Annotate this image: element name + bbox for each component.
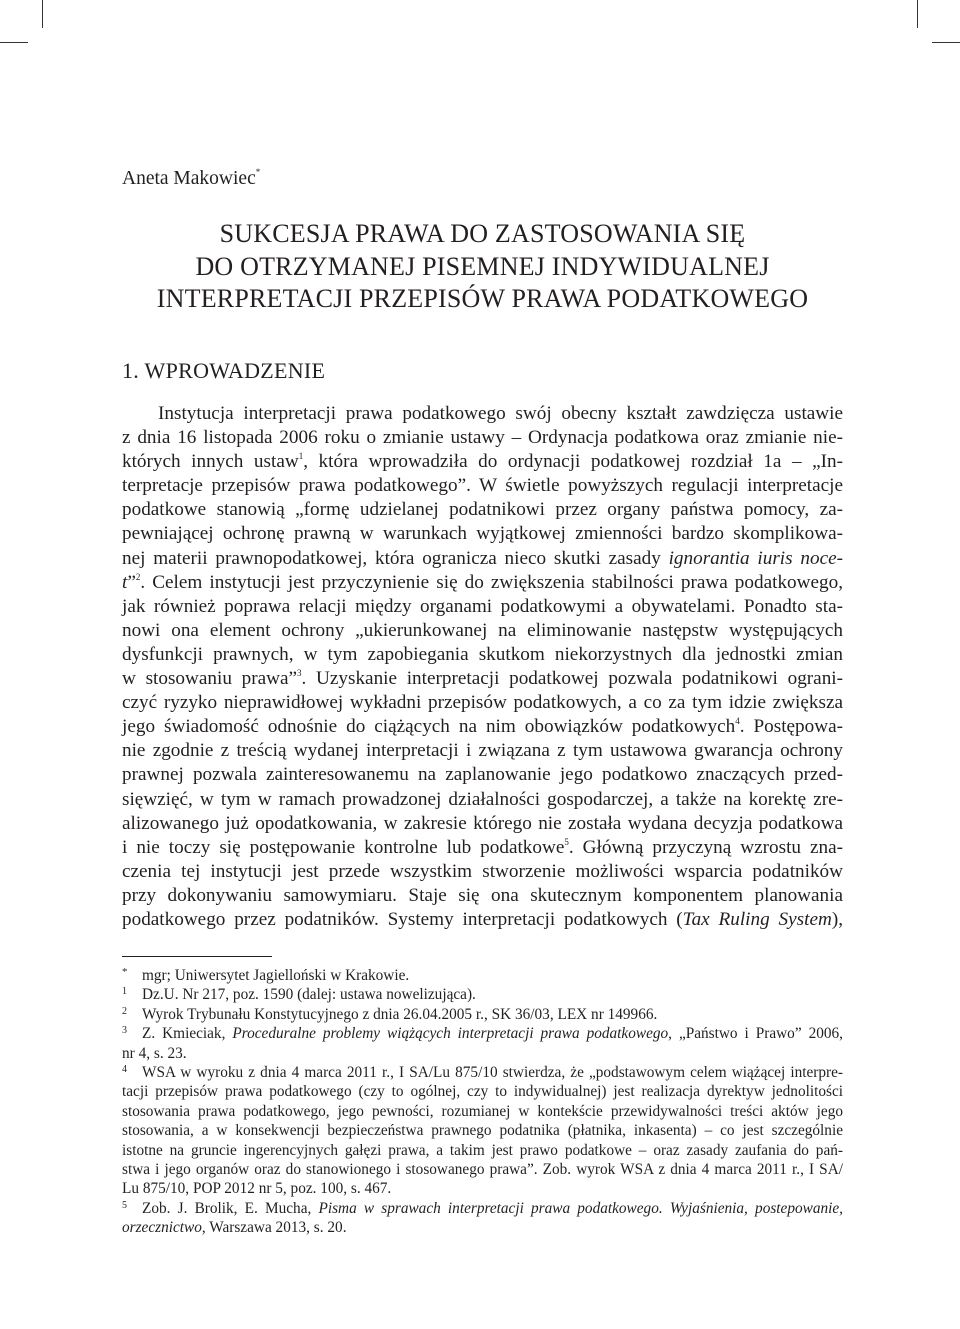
author-name: Aneta Makowiec — [122, 168, 256, 189]
author-line — [122, 167, 260, 190]
footnotes — [122, 966, 843, 1237]
body-line: pewniającej ochronę prawną w warunkach wyjątkowej zmienności bardzo skomplikowa- — [122, 523, 843, 545]
body-line: alizowanego już opodatkowania, w zakresie którego nie została wydana decyzja podatkowa — [122, 812, 843, 834]
footnote-5: 5 Zob. J. Brolik, E. Mucha, Pisma w sprawach interpretacji prawa podatkowego. Wyjaśnienia, postepowanie, — [122, 1199, 843, 1217]
footnote-3-continued: nr 4, s. 23. — [122, 1044, 187, 1062]
footnote-separator — [122, 956, 272, 957]
body-line: podatkowego przez podatników. Systemy interpretacji podatkowych (Tax Ruling System), — [122, 908, 844, 930]
footnote-4: 4 WSA w wyroku z dnia 4 marca 2011 r., I SA/Lu 875/10 stwierdza, że „podstawowym celem wiążącej interpre- — [122, 1063, 843, 1081]
body-line: jego świadomość odnośnie do ciążących na nim obowiązków podatkowych$^4$. Postępowa- — [122, 716, 843, 738]
crop-mark-top-left-vertical — [42, 0, 43, 28]
body-line: sięwzięć, w tym w ramach prowadzonej działalności gospodarczej, a także na korektę zre- — [122, 788, 843, 810]
crop-mark-top-right-vertical — [917, 0, 918, 28]
footnote-1: 1 Dz.U. Nr 217, poz. 1590 (dalej: ustawa nowelizująca). — [122, 986, 476, 1004]
footnote-author: * mgr; Uniwersytet Jagielloński w Krakowie. — [122, 966, 410, 984]
title-line: INTERPRETACJI PRZEPISÓW PRAWA PODATKOWEGO — [156, 284, 809, 313]
footnote-4-line: stwa i jego organów oraz do stanowionego i stosowanego prawa”. Zob. wyrok WSA z dnia 4 marca 2011 r., I SA/ — [122, 1160, 843, 1178]
footnote-ref[interactable]: 5 — [564, 836, 569, 847]
body-line: i nie toczy się postępowanie kontrolne lub podatkowe$^5$. Główną przyczyną wzrostu zna- — [122, 836, 844, 858]
footnote-ref[interactable]: 3 — [297, 668, 302, 679]
title-line: SUKCESJA PRAWA DO ZASTOSOWANIA SIĘ — [219, 219, 746, 248]
body-line: nie zgodnie z treścią wydanej interpretacji i związana z tym ustawowa gwarancja ochrony — [122, 740, 843, 762]
body-line: z dnia 16 listopada 2006 roku o zmianie ustawy – Ordynacja podatkowa oraz zmianie nie- — [122, 427, 843, 449]
body-line: których innych ustaw$^1$, która wprowadziła do ordynacji podatkowej rozdział 1a – „In- — [122, 451, 843, 473]
body-line: prawnej pozwala zainteresowanemu na zaplanowanie jego podatkowo znaczących przed- — [122, 764, 843, 786]
crop-mark-top-right — [932, 42, 960, 43]
footnote-ref[interactable]: 4 — [735, 716, 740, 727]
footnote-4-line: istotne na gruncie ingerencyjnych gałęzi prawa, a takim jest prawo podatkowe – oraz zasady zaufania do pań- — [122, 1141, 843, 1159]
footnote-5-continued: orzecznictwo, Warszawa 2013, s. 20. — [122, 1219, 347, 1237]
body-line: w stosowaniu prawa”$^3$. Uzyskanie interpretacji podatkowej pozwala podatnikowi ograni- — [122, 668, 844, 690]
footnote-3: 3 Z. Kmieciak, Proceduralne problemy wiążących interpretacji prawa podatkowego, „Państwo i Prawo” 2006, — [122, 1025, 843, 1043]
body-line: jak również poprawa relacji między organami podatkowymi a obywatelami. Ponadto sta- — [122, 595, 843, 617]
footnote-4-line: tacji przepisów prawa podatkowego (czy to ogólnej, czy to indywidualnej) jest realizacja dyrektyw jednolitości — [122, 1083, 843, 1101]
body-line: czyć ryzyko nieprawidłowej wykładni przepisów podatkowych, a co za tym idzie zwiększa — [122, 692, 843, 714]
body-line: Instytucja interpretacji prawa podatkowego swój obecny kształt zawdzięcza ustawie — [158, 403, 843, 424]
crop-mark-top-left — [0, 42, 28, 43]
body-line: nowi ona element ochrony „ukierunkowanej na eliminowanie następstw występujących — [122, 619, 843, 641]
body-line: terpretacje przepisów prawa podatkowego”. W świetle powyższych regulacji interpretacje — [122, 475, 843, 497]
body-line: dysfunkcji prawnych, w tym zapobiegania skutkom niekorzystnych dla jednostki zmian — [122, 643, 843, 665]
footnote-4-line: stosowania prawa podatkowego, jego pewności, rozumianej w kontekście przewidywalności treści aktów jego — [122, 1102, 843, 1120]
section-heading: 1. WPROWADZENIE — [122, 358, 326, 383]
footnote-2: 2 Wyrok Trybunału Konstytucyjnego z dnia 26.04.2005 r., SK 36/03, LEX nr 149966. — [122, 1005, 658, 1023]
title-line: DO OTRZYMANEJ PISEMNEJ INDYWIDUALNEJ — [195, 251, 770, 281]
body-line: nej materii prawnopodatkowej, która ogranicza nieco skutki zasady ignorantia iuris noce- — [122, 547, 843, 569]
body-line: czenia tej instytucji jest przede wszystkim stworzenie możliwości wsparcia podatników — [122, 860, 843, 882]
body-text — [122, 402, 843, 932]
footnote-4-line: Lu 875/10, POP 2012 nr 5, poz. 100, s. 467. — [122, 1180, 392, 1198]
body-line: przy dokonywaniu samowymiaru. Staje się ona skutecznym komponentem planowania — [122, 884, 843, 906]
article-title — [122, 218, 843, 316]
footnote-ref[interactable]: 1 — [298, 451, 304, 462]
body-line: podatkowe stanowią „formę udzielanej podatnikowi przez organy państwa pomocy, za- — [122, 499, 843, 521]
footnote-ref[interactable]: 2 — [135, 571, 141, 582]
footnote-4-line: stosowania, a w konsekwencji bezpieczeństwa prawnego podatnika (płatnika, inkasenta) – co jest szczególnie — [122, 1122, 843, 1140]
author-footnote-marker: * — [255, 167, 261, 177]
body-line: t”$^2$. Celem instytucji jest przyczynienie się do zwiększenia stabilności prawa podatkowego, — [122, 571, 843, 593]
